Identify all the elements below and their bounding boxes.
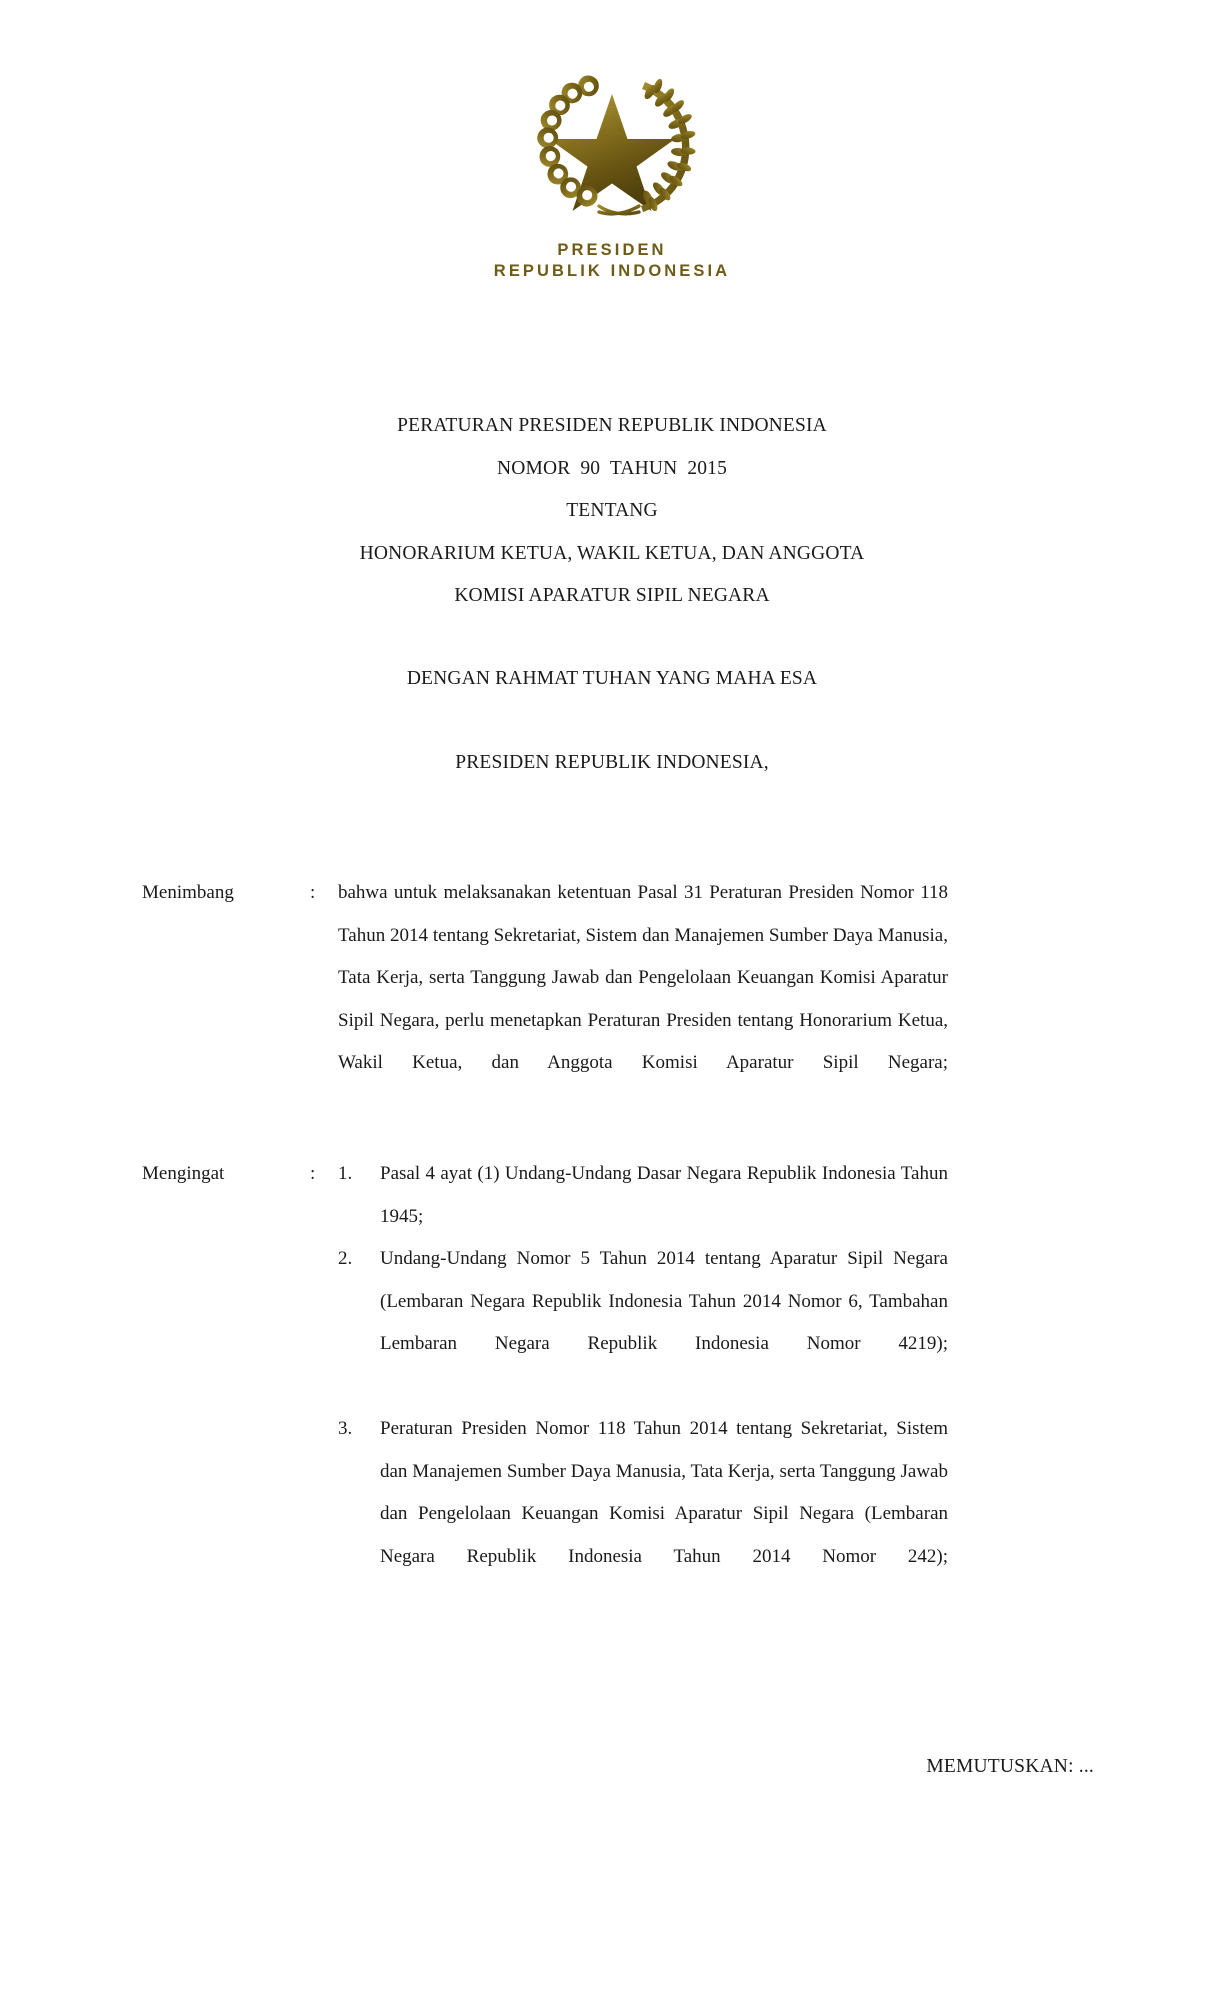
- list-item-number: 3.: [338, 1418, 353, 1439]
- list-item-text: Undang-Undang Nomor 5 Tahun 2014 tentang Aparatur Sipil Negara (Lembaran Negara Republik Indonesia Tahun 2014 Nomor 6, Tambahan Lembaran Negara Republik Indonesia Nomor 4219);: [380, 1248, 948, 1354]
- list-item-text: Peraturan Presiden Nomor 118 Tahun 2014 tentang Sekretariat, Sistem dan Manajemen Sumber Daya Manusia, Tata Kerja, serta Tanggung Jawab dan Pengelolaan Keuangan Komisi Aparatur Sipil Negara (Lembaran Negara Republik Indonesia Tahun 2014 Nomor 242);: [380, 1418, 948, 1567]
- preamble-authority: PRESIDEN REPUBLIK INDONESIA,: [455, 752, 769, 773]
- clause-menimbang: [0, 872, 1224, 1127]
- clause-mengingat: [0, 1153, 1224, 1621]
- clause-menimbang-colon: :: [310, 882, 316, 903]
- preamble-blessing: DENGAN RAHMAT TUHAN YANG MAHA ESA: [406, 668, 818, 689]
- list-item: [338, 1153, 948, 1238]
- list-item-text: Pasal 4 ayat (1) Undang-Undang Dasar Negara Republik Indonesia Tahun 1945;: [380, 1163, 948, 1227]
- clause-menimbang-text: bahwa untuk melaksanakan ketentuan Pasal 31 Peraturan Presiden Nomor 118 Tahun 2014 tentang Sekretariat, Sistem dan Manajemen Sumber Daya Manusia, Tata Kerja, serta Tanggung Jawab dan Pengelolaan Keuangan Komisi Aparatur Sipil Negara, perlu menetapkan Peraturan Presiden tentang Honorarium Ketua, Wakil Ketua, dan Anggota Komisi Aparatur Sipil Negara;: [338, 882, 948, 1073]
- presidential-emblem-icon: [517, 56, 707, 228]
- decision-continuation-marker: MEMUTUSKAN: ...: [926, 1756, 1094, 1777]
- letterhead-line-republik-indonesia: REPUBLIK INDONESIA: [493, 262, 731, 281]
- title-line-subject-2: KOMISI APARATUR SIPIL NEGARA: [454, 585, 770, 606]
- document-body: [0, 872, 1224, 1621]
- list-item: [338, 1238, 948, 1408]
- clause-mengingat-colon: :: [310, 1163, 316, 1184]
- document-title-block: [0, 405, 1224, 618]
- letterhead-line-presiden: PRESIDEN: [557, 241, 667, 259]
- clause-mengingat-label: Mengingat: [142, 1163, 225, 1184]
- title-line-number-year: NOMOR 90 TAHUN 2015: [497, 457, 727, 479]
- list-item-number: 1.: [338, 1163, 353, 1184]
- title-line-subject-1: HONORARIUM KETUA, WAKIL KETUA, DAN ANGGOTA: [359, 542, 865, 564]
- mengingat-list: [338, 1153, 948, 1621]
- clause-mengingat-content: [338, 1153, 1078, 1621]
- title-line-tentang: TENTANG: [566, 500, 658, 521]
- list-item: [338, 1408, 948, 1621]
- clause-menimbang-content: [338, 872, 1078, 1127]
- title-line-regulation: PERATURAN PRESIDEN REPUBLIK INDONESIA: [397, 415, 827, 436]
- letterhead: [0, 56, 1224, 282]
- clause-menimbang-label: Menimbang: [142, 882, 234, 903]
- list-item-number: 2.: [338, 1248, 353, 1269]
